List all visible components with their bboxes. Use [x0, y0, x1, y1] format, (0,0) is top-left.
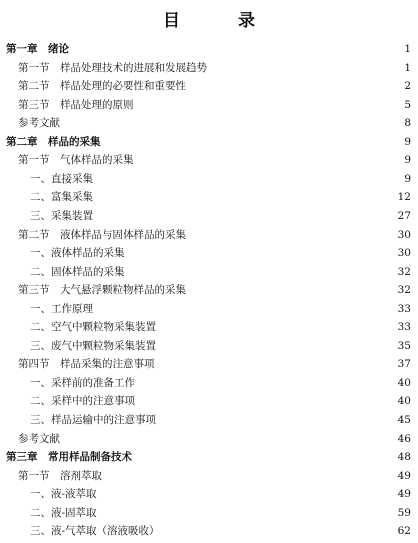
toc-entry[interactable]: [0, 393, 418, 409]
toc-entry-label: 第一章 绪论: [6, 43, 69, 55]
toc-entry[interactable]: [0, 97, 418, 113]
toc-entry-label: 第一节 样品处理技术的进展和发展趋势: [18, 61, 207, 74]
toc-entry-page-number: 35: [397, 339, 411, 352]
toc-entry-page-number: 8: [404, 117, 411, 130]
dot-leader: [128, 264, 395, 280]
dot-leader: [128, 245, 395, 261]
toc-entry-label: 第三节 大气悬浮颗粒物样品的采集: [18, 284, 186, 297]
toc-entry-page-number: 9: [404, 135, 411, 148]
toc-entry[interactable]: [0, 301, 418, 317]
toc-entry[interactable]: [0, 412, 418, 428]
toc-entry-label: 第一节 溶剂萃取: [18, 469, 102, 482]
toc-entry-page-number: 1: [404, 43, 411, 55]
toc-entry-page-number: 49: [397, 469, 411, 482]
toc-entry[interactable]: [0, 227, 418, 243]
dot-leader: [189, 282, 395, 298]
dot-leader: [100, 486, 395, 502]
toc-entry-label: 一、直接采集: [30, 172, 93, 185]
toc-entry-label: 三、废气中颗粒物采集装置: [30, 339, 156, 352]
toc-entry-label: 二、固体样品的采集: [30, 265, 125, 278]
toc-entry-page-number: 45: [397, 414, 411, 426]
dot-leader: [138, 393, 395, 409]
toc-entry-page-number: 9: [404, 172, 411, 185]
toc-entry-page-number: 30: [397, 228, 411, 241]
page-title: 目 录: [163, 11, 281, 31]
toc-entry-label: 第三章 常用样品制备技术: [6, 451, 132, 464]
toc-entry[interactable]: [0, 356, 418, 372]
toc-entry-label: 一、工作原理: [30, 302, 93, 315]
toc-entry[interactable]: [0, 449, 418, 465]
toc-entry[interactable]: [0, 189, 418, 205]
dot-leader: [189, 78, 396, 94]
dot-leader: [96, 171, 396, 187]
toc-entry[interactable]: [0, 338, 418, 354]
dot-leader: [104, 134, 397, 150]
toc-entry-page-number: 46: [397, 432, 411, 445]
dot-leader: [137, 97, 397, 113]
toc-entry-page-number: 48: [397, 451, 411, 464]
toc-entry-label: 二、采样中的注意事项: [30, 395, 135, 408]
toc-entry-page-number: 5: [404, 98, 411, 111]
toc-entry-page-number: 32: [397, 265, 411, 278]
toc-entry[interactable]: [0, 523, 418, 539]
toc-entry-label: 第二章 样品的采集: [6, 135, 101, 148]
toc-entry-label: 一、液-液萃取: [30, 488, 97, 501]
toc-entry-label: 第四节 样品采集的注意事项: [18, 358, 155, 371]
toc-entry-page-number: 9: [404, 154, 411, 167]
dot-leader: [96, 189, 395, 205]
toc-entry[interactable]: [0, 78, 418, 94]
dot-leader: [137, 152, 397, 168]
toc-entry-label: 第二节 液体样品与固体样品的采集: [18, 228, 186, 241]
toc-entry-page-number: 2: [404, 80, 411, 93]
dot-leader: [138, 375, 395, 391]
dot-leader: [159, 412, 395, 428]
toc-entry-page-number: 1: [404, 61, 411, 74]
toc-entry[interactable]: [0, 468, 418, 484]
dot-leader: [100, 505, 395, 521]
toc-entry-page-number: 40: [397, 376, 411, 389]
toc-entry-label: 第二节 样品处理的必要性和重要性: [18, 80, 186, 93]
dot-leader: [163, 523, 395, 539]
toc-entry[interactable]: [0, 115, 418, 131]
dot-leader: [210, 60, 396, 76]
toc-entry[interactable]: [0, 208, 418, 224]
dot-leader: [96, 301, 395, 317]
toc-entry[interactable]: [0, 134, 418, 150]
toc-entry[interactable]: [0, 245, 418, 261]
toc-entry-label: 参考文献: [18, 117, 60, 130]
toc-entry-label: 二、液-固萃取: [30, 506, 97, 519]
dot-leader: [135, 449, 395, 465]
toc-entry-label: 第三节 样品处理的原则: [18, 98, 134, 111]
toc-entry[interactable]: [0, 41, 418, 57]
toc-entry[interactable]: [0, 264, 418, 280]
toc-entry-label: 三、样品运输中的注意事项: [30, 414, 156, 426]
toc-entry-page-number: 32: [397, 284, 411, 297]
dot-leader: [96, 208, 395, 224]
toc-entry[interactable]: [0, 171, 418, 187]
toc-entry[interactable]: [0, 486, 418, 502]
toc-entry-page-number: 12: [397, 191, 411, 204]
toc-entry-page-number: 27: [397, 209, 411, 222]
toc-entry-label: 参考文献: [18, 432, 60, 445]
toc-entry[interactable]: [0, 282, 418, 298]
dot-leader: [189, 227, 395, 243]
toc-entry-page-number: 62: [397, 525, 411, 538]
toc-entry-page-number: 49: [397, 488, 411, 501]
toc-entry-page-number: 33: [397, 321, 411, 334]
dot-leader: [158, 356, 395, 372]
toc-entry[interactable]: [0, 505, 418, 521]
dot-leader: [63, 431, 395, 447]
toc-entry-label: 一、采样前的准备工作: [30, 376, 135, 389]
dot-leader: [72, 41, 396, 57]
toc-entry[interactable]: [0, 375, 418, 391]
toc-entry[interactable]: [0, 431, 418, 447]
toc-entry[interactable]: [0, 60, 418, 76]
toc-entry-page-number: 33: [397, 302, 411, 315]
toc-entry-label: 二、富集采集: [30, 191, 93, 204]
toc-entry[interactable]: [0, 152, 418, 168]
toc-entry-label: 二、空气中颗粒物采集装置: [30, 321, 156, 334]
toc-entry-page-number: 37: [397, 358, 411, 371]
toc-entry-label: 三、采集装置: [30, 209, 93, 222]
toc-entry-label: 一、液体样品的采集: [30, 247, 125, 260]
toc-entry-page-number: 40: [397, 395, 411, 408]
toc-entry-label: 第一节 气体样品的采集: [18, 154, 134, 167]
dot-leader: [159, 338, 395, 354]
dot-leader: [159, 319, 395, 335]
dot-leader: [105, 468, 395, 484]
toc-entry-page-number: 30: [397, 247, 411, 260]
toc-entry-label: 三、液-气萃取（溶液吸收）: [30, 525, 160, 538]
dot-leader: [63, 115, 396, 131]
toc-entry[interactable]: [0, 319, 418, 335]
toc-entry-page-number: 59: [397, 506, 411, 519]
